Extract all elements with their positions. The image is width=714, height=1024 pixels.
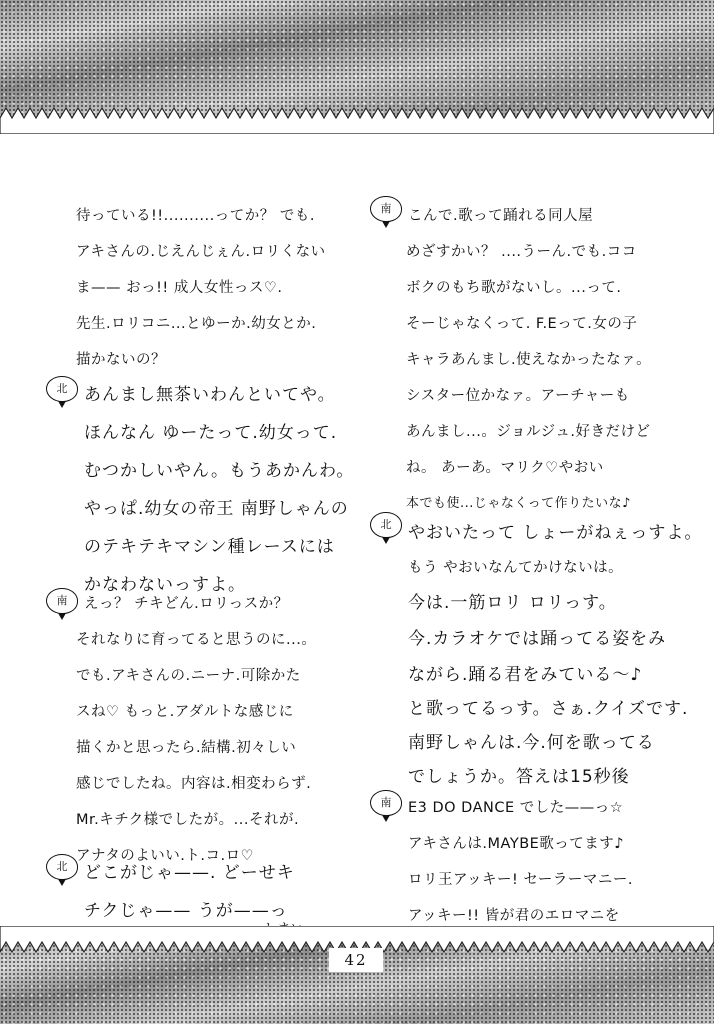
text-line: 感じでしたね。内容は.相変わらず. bbox=[76, 776, 312, 792]
speaker-badge-minami: 南 bbox=[370, 790, 402, 816]
text-line: Mr.キチク様でしたが。...それが. bbox=[76, 812, 300, 828]
text-line: のテキテキマシン種レースには bbox=[84, 537, 335, 557]
text-line: ロリ王アッキー! セーラーマニー. bbox=[408, 872, 633, 888]
text-line: ね。 あーあ。マリク♡やおい bbox=[406, 460, 604, 476]
text-line: そーじゃなくって. F.Eって.女の子 bbox=[406, 316, 638, 332]
page-number: 42 bbox=[329, 948, 383, 972]
text-line: どこがじゃ——. どーせキ bbox=[84, 863, 295, 883]
text-line: 描くかと思ったら.結構.初々しい bbox=[76, 740, 297, 756]
text-line: やっぱ.幼女の帝王 南野しゃんの bbox=[84, 499, 349, 519]
text-line: でしょうか。答えは15秒後 bbox=[408, 767, 630, 787]
text-line: アキさんは.MAYBE歌ってます♪ bbox=[408, 836, 625, 852]
text-line: チクじゃ—— うが——っ bbox=[84, 901, 288, 921]
text-line: キャラあんまし.使えなかったなァ。 bbox=[406, 352, 652, 368]
speaker-badge-kita: 北 bbox=[46, 376, 78, 402]
text-line: アキさんの.じえんじぇん.ロリくない bbox=[76, 244, 326, 260]
speaker-badge-minami: 南 bbox=[46, 588, 78, 614]
text-line: スね♡ もっと.アダルトな感じに bbox=[76, 704, 294, 720]
speaker-badge-minami: 南 bbox=[370, 196, 402, 222]
text-line: それなりに育ってると思うのに...。 bbox=[76, 632, 317, 648]
text-line: 本でも使...じゃなくって作りたいな♪ bbox=[406, 496, 631, 511]
zigzag-border-top bbox=[0, 104, 714, 134]
speaker-badge-kita: 北 bbox=[46, 854, 78, 880]
text-line: 先生.ロリコニ...とゆーか.幼女とか. bbox=[76, 316, 317, 332]
text-line: むつかしいやん。もうあかんわ。 bbox=[84, 461, 355, 481]
text-line: 今.カラオケでは踊ってる姿をみ bbox=[408, 629, 667, 649]
text-line: シスター位かなァ。アーチャーも bbox=[406, 388, 630, 404]
text-line: アナタのよいい.ト.コ.ロ♡ bbox=[76, 848, 255, 864]
text-line: 待っている!!..........ってか？ でも. bbox=[76, 208, 315, 224]
text-line: あんまし無茶いわんといてや。 bbox=[84, 385, 336, 405]
text-line: ボクのもち歌がないし。...って. bbox=[406, 280, 622, 296]
speaker-badge-kita: 北 bbox=[370, 512, 402, 538]
text-line: ほんなん ゆーたって.幼女って. bbox=[84, 423, 338, 443]
text-line: ま—— おっ!! 成人女性っス♡. bbox=[76, 280, 283, 296]
text-line: あんまし...。ジョルジュ.好きだけど bbox=[406, 424, 651, 440]
text-line: 南野しゃんは.今.何を歌ってる bbox=[408, 733, 655, 753]
text-line: えっ？ チキどん.ロリっスか？ bbox=[84, 596, 289, 612]
text-line: E3 DO DANCE でした——っ☆ bbox=[408, 800, 624, 816]
text-line: アッキー!! 皆が君のエロマニを bbox=[408, 908, 620, 924]
text-line: 描かないの？ bbox=[76, 352, 166, 368]
text-line: やおいたって しょーがねぇっすよ。 bbox=[408, 523, 703, 543]
text-line: もう やおいなんてかけないは。 bbox=[408, 560, 624, 576]
text-line: 今は.一筋ロリ ロリっす。 bbox=[408, 593, 617, 613]
text-line: めざすかい？ ....うーん.でも.ココ bbox=[406, 244, 637, 260]
text-line: でも.アキさんの.ニーナ.可除かた bbox=[76, 668, 301, 684]
text-line: と歌ってるっす。さぁ.クイズです. bbox=[408, 699, 689, 719]
text-line: こんで.歌って踊れる同人屋 bbox=[408, 208, 594, 224]
text-line: かなわないっすよ。 bbox=[84, 575, 246, 595]
text-line: ながら.踊る君をみている〜♪ bbox=[408, 665, 643, 685]
